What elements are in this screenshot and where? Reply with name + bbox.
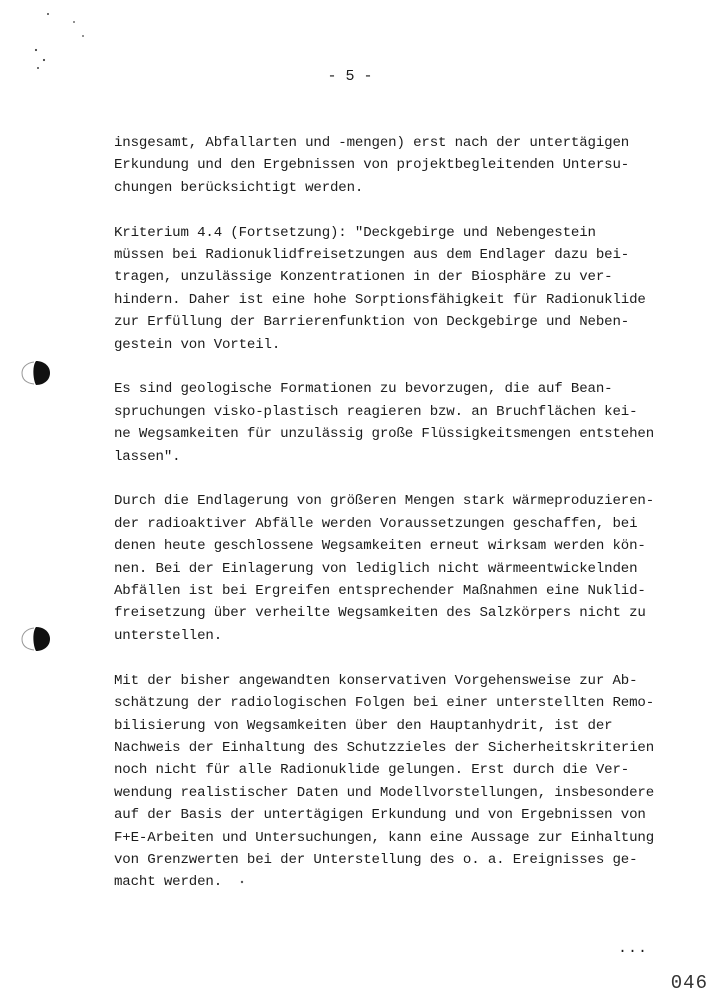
- text-line: bilisierung von Wegsamkeiten über den Hauptanhydrit, ist der: [114, 717, 613, 734]
- text-line: müssen bei Radionuklidfreisetzungen aus dem Endlager dazu bei-: [114, 247, 630, 264]
- text-line: Mit der bisher angewandten konservativen Vorgehensweise zur Ab-: [114, 672, 638, 689]
- text-line: von Grenzwerten bei der Unterstellung des o. a. Ereignisses ge-: [114, 851, 638, 868]
- scan-specks: [35, 13, 84, 69]
- archive-number: 046: [670, 972, 708, 994]
- text-line: F+E-Arbeiten und Untersuchungen, kann eine Aussage zur Einhaltung: [114, 829, 654, 846]
- text-line: wendung realistischer Daten und Modellvorstellungen, insbesondere: [114, 784, 654, 801]
- text-line: ne Wegsamkeiten für unzulässig große Flüssigkeitsmengen entstehen: [114, 426, 654, 443]
- text-line: spruchungen visko-plastisch reagieren bzw. an Bruchflächen kei-: [114, 403, 638, 420]
- text-line: Durch die Endlagerung von größeren Mengen stark wärmeproduzieren-: [114, 493, 654, 510]
- punch-hole-upper: [22, 361, 50, 385]
- text-line: lassen".: [114, 448, 181, 465]
- text-line: nen. Bei der Einlagerung von lediglich nicht wärmeentwickelnden: [114, 560, 638, 577]
- text-line: insgesamt, Abfallarten und -mengen) erst nach der untertägigen: [114, 135, 630, 151]
- continuation-mark: ...: [617, 940, 648, 957]
- text-line: tragen, unzulässige Konzentrationen in der Biosphäre zu ver-: [114, 269, 613, 286]
- page-number: - 5 -: [327, 68, 373, 85]
- text-line: schätzung der radiologischen Folgen bei einer unterstellten Remo-: [114, 695, 654, 712]
- text-line: denen heute geschlossene Wegsamkeiten erneut wirksam werden kön-: [114, 538, 646, 555]
- text-line: chungen berücksichtigt werden.: [114, 179, 364, 196]
- text-line: zur Erfüllung der Barrierenfunktion von Deckgebirge und Neben-: [114, 314, 630, 331]
- paragraph: [114, 670, 674, 894]
- paragraph: [114, 378, 674, 468]
- text-line: hindern. Daher ist eine hohe Sorptionsfähigkeit für Radionuklide: [114, 291, 646, 308]
- text-line: auf der Basis der untertägigen Erkundung und von Ergebnissen von: [114, 807, 646, 824]
- punch-hole-lower: [22, 627, 50, 651]
- text-line: Abfällen ist bei Ergreifen entsprechender Maßnahmen eine Nuklid-: [114, 583, 646, 600]
- body-text: [114, 132, 674, 916]
- paragraph: [114, 490, 674, 647]
- paragraph: [114, 222, 674, 356]
- paragraph: [114, 132, 674, 199]
- text-line: der radioaktiver Abfälle werden Voraussetzungen geschaffen, bei: [114, 515, 638, 532]
- text-line: freisetzung über verheilte Wegsamkeiten des Salzkörpers nicht zu: [114, 605, 646, 622]
- text-line: Nachweis der Einhaltung des Schutzzieles der Sicherheitskriterien: [114, 739, 654, 756]
- text-line: Es sind geologische Formationen zu bevorzugen, die auf Bean-: [114, 381, 613, 398]
- text-line: gestein von Vorteil.: [114, 336, 281, 353]
- text-line: macht werden.: [114, 874, 222, 891]
- text-line: Kriterium 4.4 (Fortsetzung): "Deckgebirge und Nebengestein: [114, 224, 596, 241]
- text-line: noch nicht für alle Radionuklide gelungen. Erst durch die Ver-: [114, 762, 630, 779]
- text-line: Erkundung und den Ergebnissen von projektbegleitenden Untersu-: [114, 157, 630, 174]
- text-line: unterstellen.: [114, 627, 222, 644]
